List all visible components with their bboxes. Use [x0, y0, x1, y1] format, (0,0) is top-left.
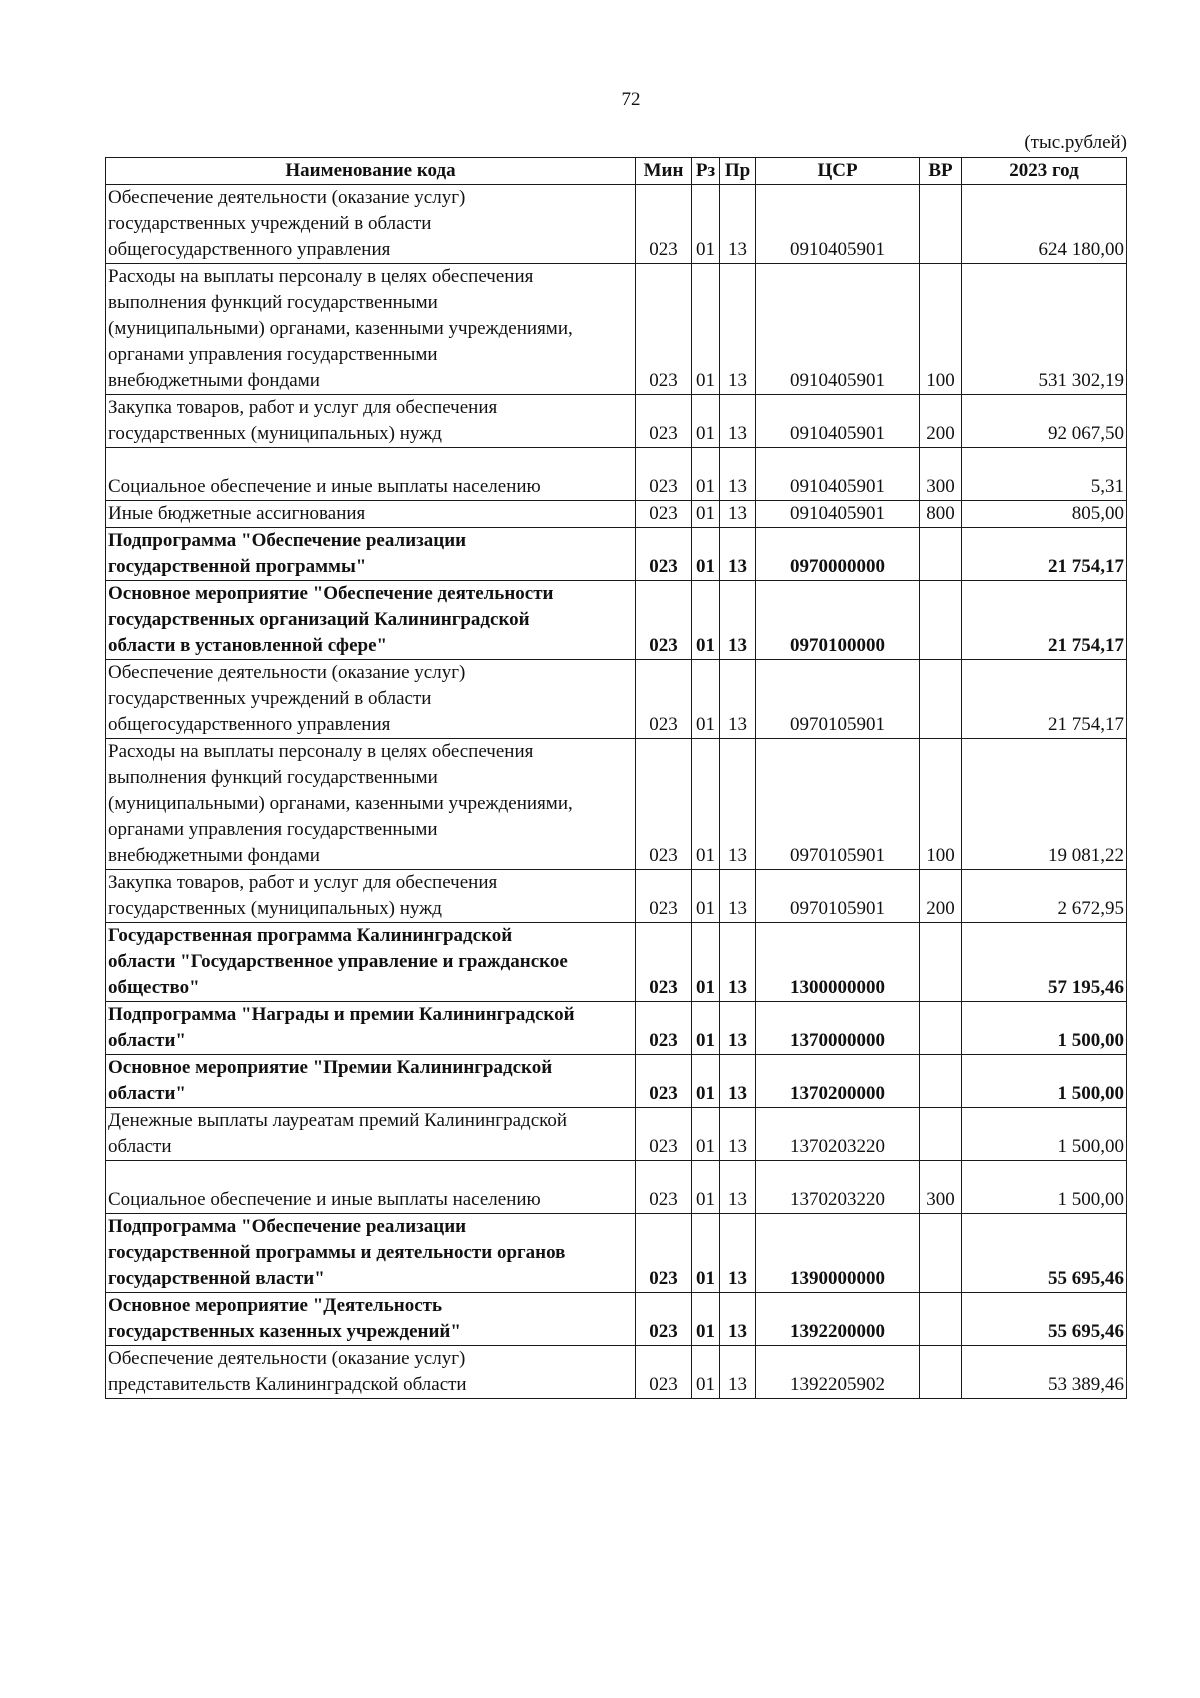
- cell-pr: 13: [720, 581, 756, 660]
- cell-name: [106, 1108, 636, 1161]
- table-row: [106, 870, 1127, 923]
- cell-pr: 13: [720, 264, 756, 395]
- cell-name-line: государственной программы и деятельности органов: [108, 1242, 566, 1263]
- budget-table: [105, 157, 1127, 1399]
- cell-name-line: области": [108, 1030, 186, 1051]
- header-csr: ЦСР: [756, 158, 920, 185]
- table-row: [106, 264, 1127, 395]
- cell-name: [106, 739, 636, 870]
- header-amount: 2023 год: [962, 158, 1127, 185]
- cell-name: [106, 1161, 636, 1214]
- cell-name: [106, 1055, 636, 1108]
- header-pr: Пр: [720, 158, 756, 185]
- cell-vr: 100: [920, 264, 962, 395]
- table-row: [106, 739, 1127, 870]
- cell-min: 023: [636, 1002, 692, 1055]
- cell-name: [106, 185, 636, 264]
- cell-name-line: Обеспечение деятельности (оказание услуг): [108, 1348, 466, 1369]
- cell-min: 023: [636, 448, 692, 501]
- table-row: [106, 923, 1127, 1002]
- cell-rz: 01: [692, 870, 720, 923]
- cell-csr: 1390000000: [756, 1214, 920, 1293]
- cell-csr: 1392205902: [756, 1346, 920, 1399]
- cell-name-line: Обеспечение деятельности (оказание услуг): [108, 662, 466, 683]
- cell-name-line: (муниципальными) органами, казенными учреждениями,: [108, 793, 573, 814]
- cell-csr: 0910405901: [756, 185, 920, 264]
- cell-name-line: выполнения функций государственными: [108, 292, 438, 313]
- cell-vr: [920, 1214, 962, 1293]
- cell-csr: 0970105901: [756, 660, 920, 739]
- cell-name-line: государственных организаций Калининградской: [108, 609, 530, 630]
- cell-amount: 1 500,00: [962, 1055, 1127, 1108]
- cell-name-line: Денежные выплаты лауреатам премий Калининградской: [108, 1110, 568, 1131]
- cell-amount: 2 672,95: [962, 870, 1127, 923]
- cell-rz: 01: [692, 660, 720, 739]
- cell-name-line: государственных учреждений в области: [108, 688, 432, 709]
- cell-amount: 19 081,22: [962, 739, 1127, 870]
- cell-amount: 1 500,00: [962, 1108, 1127, 1161]
- cell-vr: [920, 1346, 962, 1399]
- cell-name-line: государственных (муниципальных) нужд: [108, 898, 442, 919]
- cell-name-line: [108, 448, 633, 474]
- cell-amount: 21 754,17: [962, 528, 1127, 581]
- cell-vr: 200: [920, 395, 962, 448]
- cell-pr: 13: [720, 501, 756, 528]
- cell-name-line: области: [108, 1136, 172, 1157]
- cell-min: 023: [636, 660, 692, 739]
- table-row: [106, 528, 1127, 581]
- cell-name-line: выполнения функций государственными: [108, 767, 438, 788]
- cell-name: [106, 1293, 636, 1346]
- cell-csr: 0970105901: [756, 739, 920, 870]
- cell-amount: 1 500,00: [962, 1002, 1127, 1055]
- cell-name-line: государственных (муниципальных) нужд: [108, 423, 442, 444]
- cell-vr: [920, 923, 962, 1002]
- cell-amount: 21 754,17: [962, 660, 1127, 739]
- cell-csr: 1370000000: [756, 1002, 920, 1055]
- cell-name-line: [108, 1161, 633, 1187]
- cell-name-line: (муниципальными) органами, казенными учреждениями,: [108, 318, 573, 339]
- cell-csr: 0970105901: [756, 870, 920, 923]
- cell-name-line: органами управления государственными: [108, 819, 438, 840]
- cell-min: 023: [636, 870, 692, 923]
- table-header-row: [106, 158, 1127, 185]
- cell-rz: 01: [692, 1108, 720, 1161]
- cell-rz: 01: [692, 923, 720, 1002]
- cell-name-line: Подпрограмма "Обеспечение реализации: [108, 530, 467, 551]
- cell-min: 023: [636, 1214, 692, 1293]
- table-row: [106, 1002, 1127, 1055]
- cell-name-line: государственной программы": [108, 556, 367, 577]
- cell-amount: 5,31: [962, 448, 1127, 501]
- cell-name-line: представительств Калининградской области: [108, 1374, 467, 1395]
- cell-rz: 01: [692, 1293, 720, 1346]
- cell-pr: 13: [720, 660, 756, 739]
- table-row: [106, 395, 1127, 448]
- cell-min: 023: [636, 185, 692, 264]
- cell-min: 023: [636, 501, 692, 528]
- cell-min: 023: [636, 528, 692, 581]
- cell-name-line: Иные бюджетные ассигнования: [108, 503, 366, 524]
- table-row: [106, 185, 1127, 264]
- cell-min: 023: [636, 581, 692, 660]
- cell-name: [106, 264, 636, 395]
- header-vr: ВР: [920, 158, 962, 185]
- table-row: [106, 1055, 1127, 1108]
- cell-name-line: органами управления государственными: [108, 344, 438, 365]
- table-row: [106, 1161, 1127, 1214]
- cell-csr: 1370200000: [756, 1055, 920, 1108]
- cell-amount: 1 500,00: [962, 1161, 1127, 1214]
- cell-name: [106, 448, 636, 501]
- cell-vr: [920, 1293, 962, 1346]
- cell-name-line: Закупка товаров, работ и услуг для обеспечения: [108, 397, 498, 418]
- cell-csr: 1370203220: [756, 1108, 920, 1161]
- cell-vr: [920, 1055, 962, 1108]
- cell-csr: 1300000000: [756, 923, 920, 1002]
- cell-min: 023: [636, 1161, 692, 1214]
- cell-pr: 13: [720, 1108, 756, 1161]
- cell-rz: 01: [692, 581, 720, 660]
- cell-min: 023: [636, 1055, 692, 1108]
- cell-pr: 13: [720, 1293, 756, 1346]
- cell-name-line: внебюджетными фондами: [108, 370, 320, 391]
- cell-rz: 01: [692, 1055, 720, 1108]
- cell-amount: 805,00: [962, 501, 1127, 528]
- header-name: Наименование кода: [106, 158, 636, 185]
- cell-name: [106, 1214, 636, 1293]
- cell-min: 023: [636, 264, 692, 395]
- cell-csr: 0910405901: [756, 395, 920, 448]
- cell-name-line: Подпрограмма "Обеспечение реализации: [108, 1216, 467, 1237]
- cell-amount: 92 067,50: [962, 395, 1127, 448]
- cell-vr: [920, 581, 962, 660]
- table-row: [106, 581, 1127, 660]
- cell-amount: 57 195,46: [962, 923, 1127, 1002]
- cell-amount: 21 754,17: [962, 581, 1127, 660]
- cell-name: [106, 528, 636, 581]
- cell-min: 023: [636, 739, 692, 870]
- cell-name-line: Основное мероприятие "Обеспечение деятельности: [108, 583, 554, 604]
- cell-amount: 531 302,19: [962, 264, 1127, 395]
- cell-name-line: общегосударственного управления: [108, 239, 391, 260]
- cell-pr: 13: [720, 1214, 756, 1293]
- cell-csr: 1370203220: [756, 1161, 920, 1214]
- cell-min: 023: [636, 395, 692, 448]
- table-row: [106, 448, 1127, 501]
- table-row: [106, 660, 1127, 739]
- cell-pr: 13: [720, 185, 756, 264]
- cell-rz: 01: [692, 185, 720, 264]
- cell-pr: 13: [720, 1055, 756, 1108]
- cell-vr: 300: [920, 1161, 962, 1214]
- cell-rz: 01: [692, 264, 720, 395]
- cell-pr: 13: [720, 1161, 756, 1214]
- cell-min: 023: [636, 1293, 692, 1346]
- cell-pr: 13: [720, 870, 756, 923]
- table-row: [106, 1214, 1127, 1293]
- cell-name-line: общегосударственного управления: [108, 714, 391, 735]
- cell-name-line: государственных учреждений в области: [108, 213, 432, 234]
- cell-min: 023: [636, 923, 692, 1002]
- cell-csr: 0970100000: [756, 581, 920, 660]
- cell-vr: [920, 1002, 962, 1055]
- cell-name-line: Подпрограмма "Награды и премии Калининградской: [108, 1004, 575, 1025]
- cell-pr: 13: [720, 739, 756, 870]
- cell-vr: [920, 185, 962, 264]
- cell-name-line: области в установленной сфере": [108, 635, 388, 656]
- cell-name-line: государственных казенных учреждений": [108, 1321, 461, 1342]
- cell-pr: 13: [720, 395, 756, 448]
- cell-pr: 13: [720, 1346, 756, 1399]
- cell-name: [106, 581, 636, 660]
- cell-pr: 13: [720, 528, 756, 581]
- cell-name-line: Основное мероприятие "Премии Калининградской: [108, 1057, 553, 1078]
- cell-name-line: Закупка товаров, работ и услуг для обеспечения: [108, 872, 498, 893]
- cell-name-line: Расходы на выплаты персоналу в целях обеспечения: [108, 741, 534, 762]
- table-row: [106, 501, 1127, 528]
- table-row: [106, 1293, 1127, 1346]
- header-rz: Рз: [692, 158, 720, 185]
- cell-amount: 55 695,46: [962, 1293, 1127, 1346]
- cell-rz: 01: [692, 395, 720, 448]
- cell-pr: 13: [720, 448, 756, 501]
- cell-name-line: области "Государственное управление и гражданское: [108, 951, 568, 972]
- cell-name-line: внебюджетными фондами: [108, 845, 320, 866]
- cell-rz: 01: [692, 1214, 720, 1293]
- cell-name-line: государственной власти": [108, 1268, 325, 1289]
- cell-csr: 0970000000: [756, 528, 920, 581]
- cell-vr: [920, 1108, 962, 1161]
- cell-vr: 300: [920, 448, 962, 501]
- cell-name-line: Социальное обеспечение и иные выплаты населению: [108, 1189, 541, 1210]
- cell-amount: 53 389,46: [962, 1346, 1127, 1399]
- cell-min: 023: [636, 1346, 692, 1399]
- cell-rz: 01: [692, 1002, 720, 1055]
- cell-vr: [920, 660, 962, 739]
- table-body: [106, 185, 1127, 1399]
- cell-name-line: Социальное обеспечение и иные выплаты населению: [108, 476, 541, 497]
- cell-csr: 0910405901: [756, 501, 920, 528]
- cell-name: [106, 1346, 636, 1399]
- cell-pr: 13: [720, 923, 756, 1002]
- cell-rz: 01: [692, 528, 720, 581]
- cell-name: [106, 501, 636, 528]
- cell-vr: [920, 528, 962, 581]
- cell-name-line: области": [108, 1083, 186, 1104]
- cell-rz: 01: [692, 448, 720, 501]
- cell-vr: 800: [920, 501, 962, 528]
- cell-name-line: Основное мероприятие "Деятельность: [108, 1295, 443, 1316]
- table-row: [106, 1108, 1127, 1161]
- page-number: 72: [621, 89, 641, 110]
- cell-name: [106, 923, 636, 1002]
- cell-name-line: общество": [108, 977, 200, 998]
- cell-name-line: Расходы на выплаты персоналу в целях обеспечения: [108, 266, 534, 287]
- cell-csr: 0910405901: [756, 264, 920, 395]
- units-label: (тыс.рублей): [1024, 132, 1127, 153]
- cell-pr: 13: [720, 1002, 756, 1055]
- cell-csr: 1392200000: [756, 1293, 920, 1346]
- cell-name: [106, 395, 636, 448]
- cell-rz: 01: [692, 501, 720, 528]
- cell-amount: 55 695,46: [962, 1214, 1127, 1293]
- cell-vr: 100: [920, 739, 962, 870]
- cell-csr: 0910405901: [756, 448, 920, 501]
- cell-name-line: Обеспечение деятельности (оказание услуг): [108, 187, 466, 208]
- cell-rz: 01: [692, 739, 720, 870]
- cell-name: [106, 1002, 636, 1055]
- table-row: [106, 1346, 1127, 1399]
- header-min: Мин: [636, 158, 692, 185]
- cell-rz: 01: [692, 1161, 720, 1214]
- cell-name: [106, 660, 636, 739]
- cell-rz: 01: [692, 1346, 720, 1399]
- cell-name: [106, 870, 636, 923]
- cell-name-line: Государственная программа Калининградской: [108, 925, 513, 946]
- cell-vr: 200: [920, 870, 962, 923]
- cell-amount: 624 180,00: [962, 185, 1127, 264]
- cell-min: 023: [636, 1108, 692, 1161]
